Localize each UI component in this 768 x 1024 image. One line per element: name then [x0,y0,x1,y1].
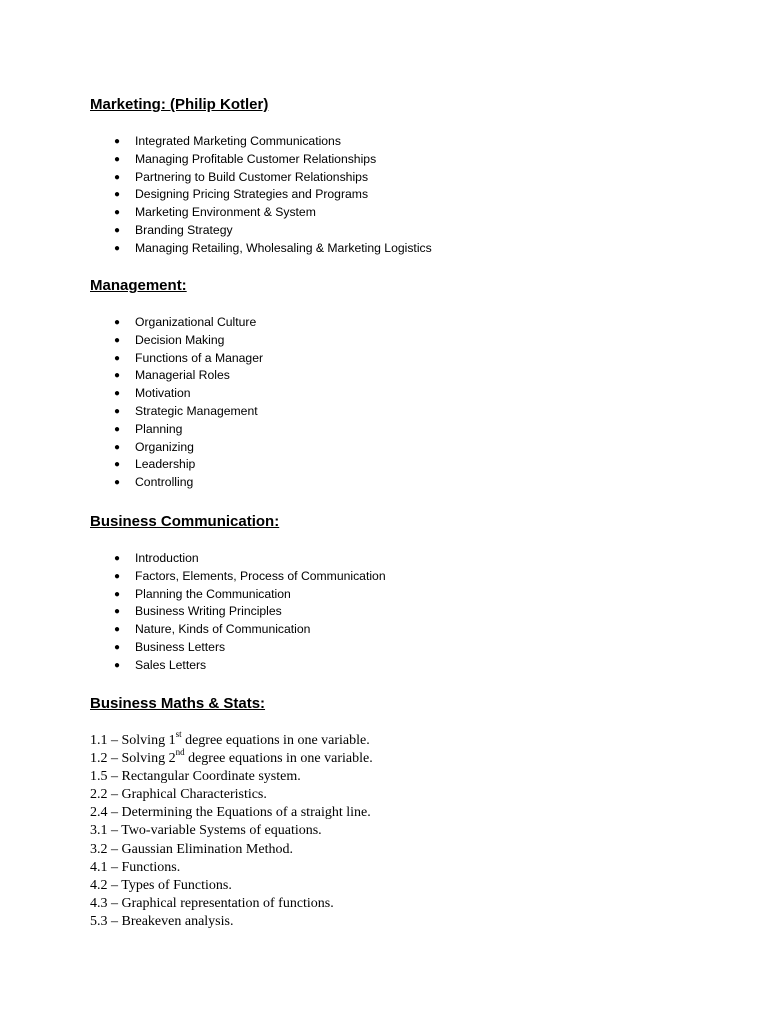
business-communication-list [90,550,386,675]
topic-line: 4.2 – Types of Functions. [90,877,232,893]
bullet-icon: ● [114,641,121,653]
topic-text: Two-variable Systems of equations. [121,823,322,839]
topic-text: Gaussian Elimination Method. [121,841,293,857]
topic-line: 2.4 – Determining the Equations of a straight line. [90,805,371,821]
business-communication-heading: Business Communication: [90,513,280,530]
list-item-text: Sales Letters [135,657,207,672]
topic-line: 5.3 – Breakeven analysis. [90,913,234,929]
topic-number: 1.1 [90,733,108,748]
list-item-text: Functions of a Manager [135,350,264,365]
bullet-icon: ● [114,207,121,219]
list-item [90,657,386,675]
management-heading: Management: [90,277,187,294]
topic-line: 1.5 – Rectangular Coordinate system. [90,769,301,785]
bullet-icon: ● [114,388,121,400]
topic-text-rest: degree equations in one variable. [181,733,370,748]
bullet-icon: ● [114,588,121,600]
topic-number: 5.3 [90,913,108,929]
topic-line: 3.1 – Two-variable Systems of equations. [90,823,322,839]
topic-line: 4.1 – Functions. [90,859,181,875]
list-item-text: Nature, Kinds of Communication [135,622,311,637]
list-item-text: Factors, Elements, Process of Communication [135,568,386,583]
topic-number: 2.2 [90,787,108,803]
bullet-icon: ● [114,423,121,435]
topic-text: Functions. [121,859,181,875]
topic-text: Determining the Equations of a straight line. [121,805,371,821]
list-item [90,550,386,568]
list-item [90,240,432,258]
list-item-text: Designing Pricing Strategies and Programs [135,187,369,202]
list-item-text: Managerial Roles [135,368,230,383]
bullet-icon: ● [114,659,121,671]
list-item [90,204,432,222]
list-item [90,350,263,368]
topic-ordinal-suffix: nd [175,747,185,758]
list-item [90,367,263,385]
list-item-text: Business Writing Principles [135,604,282,619]
topic-text-rest: degree equations in one variable. [184,751,373,767]
topic-line: 1.1 – Solving 1st degree equations in one variable. [90,729,370,748]
topic-text: Graphical representation of functions. [121,895,334,911]
bullet-icon: ● [114,606,121,618]
management-list [90,314,263,492]
bullet-icon: ● [114,352,121,364]
bullet-icon: ● [114,171,121,183]
list-item-text: Marketing Environment & System [135,205,316,220]
list-item-text: Decision Making [135,332,225,347]
list-item [90,314,263,332]
list-item [90,603,386,621]
bullet-icon: ● [114,224,121,236]
bullet-icon: ● [114,317,121,328]
list-item-text: Planning the Communication [135,586,291,601]
list-item [90,439,263,457]
topic-line: 4.3 – Graphical representation of functions. [90,895,334,911]
list-item-text: Strategic Management [135,403,258,418]
bullet-icon: ● [114,136,121,147]
bullet-icon: ● [114,624,121,636]
list-item [90,151,432,169]
list-item-text: Integrated Marketing Communications [135,134,341,148]
topic-text: Types of Functions. [121,877,232,893]
topic-number: 1.5 [90,769,108,785]
business-maths-list [90,729,373,931]
topic-number: 3.2 [90,841,108,857]
list-item [90,332,263,350]
topic-text: Rectangular Coordinate system. [121,769,301,785]
topic-number: 1.2 [90,751,108,767]
marketing-heading: Marketing: (Philip Kotler) [90,96,269,113]
list-item-text: Partnering to Build Customer Relationships [135,169,369,184]
bullet-icon: ● [114,553,121,564]
list-item-text: Business Letters [135,639,226,654]
bullet-icon: ● [114,441,121,453]
list-item [90,568,386,586]
topic-line: 3.2 – Gaussian Elimination Method. [90,841,293,857]
bullet-icon: ● [114,459,121,471]
list-item [90,586,386,604]
business-maths-heading: Business Maths & Stats: [90,695,266,712]
list-item-text: Controlling [135,475,194,490]
list-item [90,169,432,187]
bullet-icon: ● [114,334,121,346]
list-item-text: Branding Strategy [135,222,233,237]
list-item [90,421,263,439]
topic-number: 3.1 [90,823,108,839]
topic-ordinal-suffix: st [175,729,182,740]
bullet-icon: ● [114,477,121,489]
list-item-text: Organizing [135,439,194,454]
bullet-icon: ● [114,153,121,165]
list-item [90,133,432,151]
list-item-text: Motivation [135,386,191,401]
bullet-icon: ● [114,242,121,254]
list-item [90,621,386,639]
topic-number: 4.1 [90,859,108,875]
topic-text: Graphical Characteristics. [121,787,267,803]
topic-text: Solving 1 [121,733,176,748]
topic-text: Solving 2 [121,751,176,767]
list-item-text: Managing Profitable Customer Relationships [135,151,377,166]
list-item-text: Organizational Culture [135,315,257,329]
topic-line: 1.2 – Solving 2nd degree equations in one variable. [90,747,373,767]
list-item [90,186,432,204]
list-item [90,222,432,240]
bullet-icon: ● [114,570,121,582]
list-item [90,474,263,492]
list-item [90,403,263,421]
marketing-list [90,133,432,258]
list-item [90,639,386,657]
bullet-icon: ● [114,189,121,201]
list-item-text: Managing Retailing, Wholesaling & Marketing Logistics [135,240,432,255]
topic-number: 4.2 [90,877,108,893]
topic-number: 2.4 [90,805,108,821]
list-item-text: Planning [135,421,183,436]
topic-number: 4.3 [90,895,108,911]
bullet-icon: ● [114,370,121,382]
list-item-text: Leadership [135,457,196,472]
topic-line: 2.2 – Graphical Characteristics. [90,787,267,803]
bullet-icon: ● [114,405,121,417]
list-item [90,456,263,474]
list-item [90,385,263,403]
list-item-text: Introduction [135,551,199,565]
topic-text: Breakeven analysis. [121,913,234,929]
